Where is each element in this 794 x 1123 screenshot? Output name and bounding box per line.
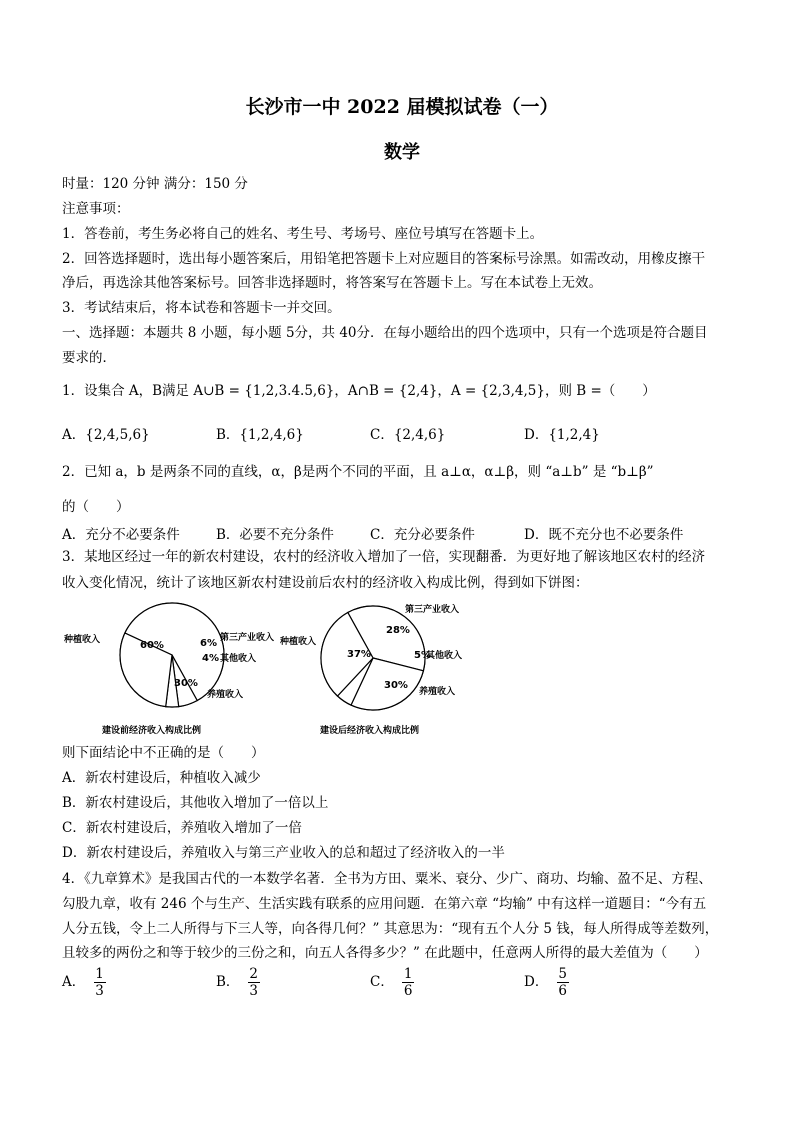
q4-option-d-numerator: 5 <box>558 966 567 982</box>
q4-option-c-label: C． <box>370 974 394 990</box>
q3-option-a: A．新农村建设后，种植收入减少 <box>62 770 261 786</box>
q4-option-c <box>370 966 414 999</box>
q4-option-c-fraction <box>402 966 414 999</box>
q3-option-d: D．新农村建设后，养殖收入与第三产业收入的总和超过了经济收入的一半 <box>62 845 505 861</box>
q3-stem-line-2: 收入变化情况，统计了该地区新农村建设前后农村的经济收入构成比例，得到如下饼图： <box>62 575 589 591</box>
pie-value-label: 4% <box>202 653 219 664</box>
q1-option-d: D．{1,2,4} <box>524 427 600 443</box>
pie-category-label: 养殖收入 <box>419 687 456 697</box>
note-2-line-1: 2．回答选择题时，选出每小题答案后，用铅笔把答题卡上对应题目的答案标号涂黑。如需改动，用橡皮擦干 <box>62 251 706 267</box>
pie-category-label: 种植收入 <box>280 637 317 647</box>
q3-option-b: B．新农村建设后，其他收入增加了一倍以上 <box>62 795 329 811</box>
q4-option-a <box>62 966 106 999</box>
q4-stem-line-3: 人分五钱，令上二人所得与下三人等，向各得几何？” 其意思为：“现有五个人分 5 钱，每人所得成等差数列， <box>62 921 719 937</box>
pie-value-label: 28% <box>386 625 410 636</box>
pie-value-label: 60% <box>140 640 164 651</box>
pie-category-label: 第三产业收入 <box>220 633 275 643</box>
pie-value-label: 5% <box>414 650 431 661</box>
q4-option-a-label: A． <box>62 974 86 990</box>
pie-category-label: 其他收入 <box>220 654 257 664</box>
pie-value-label: 30% <box>384 680 408 691</box>
pie-category-label: 养殖收入 <box>207 690 244 700</box>
section-heading-line-2: 要求的． <box>62 350 116 366</box>
q4-stem-line-2: 勾股九章，收有 246 个与生产、生活实践有联系的应用问题．在第六章 “均输” 中有这样一道题目：“今有五 <box>62 896 707 912</box>
q2-option-d: D．既不充分也不必要条件 <box>524 527 684 543</box>
exam-title: 长沙市一中 2022 届模拟试卷（一） <box>245 96 559 118</box>
q1-option-b: B．{1,2,4,6} <box>216 427 304 443</box>
q4-option-d <box>524 966 569 999</box>
q4-option-c-denominator: 6 <box>403 983 413 999</box>
q1-option-c: C．{2,4,6} <box>370 427 446 443</box>
q1-option-a: A．{2,4,5,6} <box>62 427 150 443</box>
q4-stem-line-1: 4．《九章算术》是我国古代的一本数学名著．全书为方田、粟米、衰分、少广、商功、均输、盈不足、方程、 <box>62 871 712 887</box>
pie-category-label: 第三产业收入 <box>405 605 460 615</box>
pie-chart-title: 建设后经济收入构成比例 <box>320 726 420 736</box>
q4-option-b-numerator: 2 <box>249 966 259 982</box>
q2-stem-line-1: 2．已知 a，b 是两条不同的直线，α，β是两个不同的平面，且 a⊥α，α⊥β，则 “a⊥b” 是 “b⊥β” <box>62 464 654 480</box>
pie-chart-title: 建设前经济收入构成比例 <box>102 726 202 736</box>
pie-category-label: 种植收入 <box>64 635 101 645</box>
q4-option-a-fraction <box>94 966 106 999</box>
q4-option-b-fraction <box>248 966 260 999</box>
note-1: 1．答卷前，考生务必将自己的姓名、考生号、考场号、座位号填写在答题卡上。 <box>62 226 544 242</box>
subject-title: 数学 <box>384 142 420 163</box>
pie-value-label: 30% <box>174 678 198 689</box>
q4-option-b <box>216 966 260 999</box>
q2-option-a: A．充分不必要条件 <box>62 527 180 543</box>
q3-option-c: C．新农村建设后，养殖收入增加了一倍 <box>62 820 302 836</box>
time-info: 时量：120 分钟 满分：150 分 <box>62 176 248 192</box>
q3-stem-line-1: 3．某地区经过一年的新农村建设，农村的经济收入增加了一倍，实现翻番．为更好地了解该地区农村的经济 <box>62 549 706 565</box>
q4-option-d-denominator: 6 <box>558 983 567 999</box>
notes-heading: 注意事项： <box>62 201 130 217</box>
q3-question: 则下面结论中不正确的是（ ） <box>62 745 265 761</box>
note-3: 3．考试结束后，将本试卷和答题卡一并交回。 <box>62 300 341 316</box>
pie-value-label: 6% <box>200 638 217 649</box>
q2-option-c: C．充分必要条件 <box>370 527 475 543</box>
q2-stem-line-2: 的（ ） <box>62 499 130 515</box>
q1-stem: 1．设集合 A，B满足 A∪B = {1,2,3.4.5,6}，A∩B = {2,4}，A = {2,3,4,5}，则 B =（ ） <box>62 383 656 399</box>
q4-option-c-numerator: 1 <box>403 966 413 982</box>
q4-option-a-denominator: 3 <box>95 983 104 999</box>
section-heading-line-1: 一、选择题：本题共 8 小题，每小题 5分，共 40分．在每小题给出的四个选项中，只有一个选项是符合题目 <box>62 325 708 341</box>
q4-option-b-label: B． <box>216 974 240 990</box>
pie-value-label: 37% <box>347 649 371 660</box>
q4-option-d-fraction <box>557 966 569 999</box>
q4-option-a-numerator: 1 <box>95 966 104 982</box>
pie-charts-figure <box>62 600 472 740</box>
q4-option-b-denominator: 3 <box>249 983 259 999</box>
q2-option-b: B．必要不充分条件 <box>216 527 334 543</box>
pie-category-label: 其他收入 <box>426 651 463 661</box>
q4-stem-line-4: 且较多的两份之和等于较少的三份之和，向五人各得多少？” 在此题中，任意两人所得的最大差值为（ ） <box>62 945 708 961</box>
note-2-line-2: 净后，再选涂其他答案标号。回答非选择题时，将答案写在答题卡上。写在本试卷上无效。 <box>62 275 602 291</box>
q4-option-d-label: D． <box>524 974 549 990</box>
